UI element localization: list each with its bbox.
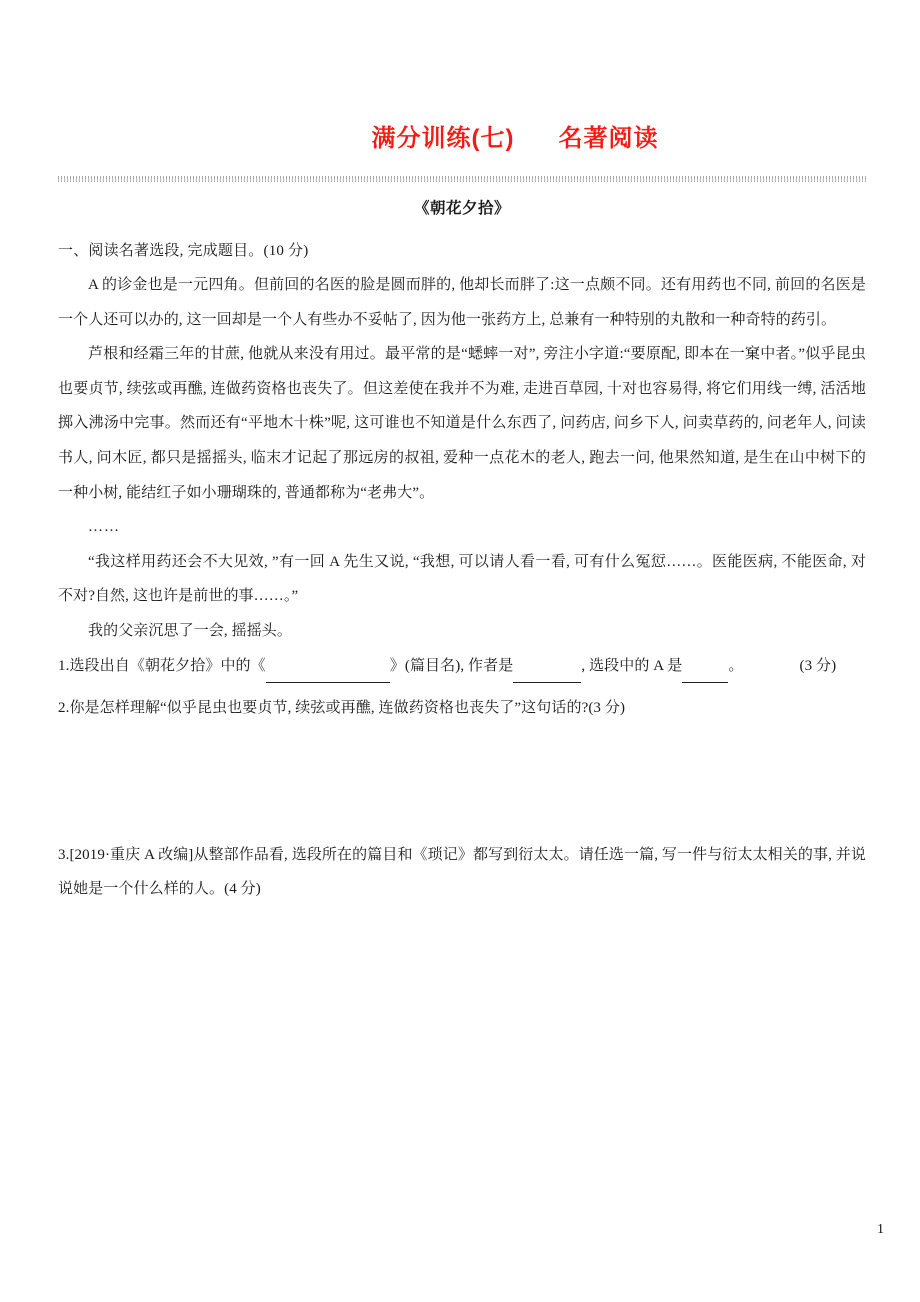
passage-paragraph: 我的父亲沉思了一会, 摇摇头。 — [88, 622, 293, 639]
question-3 — [58, 838, 866, 907]
page-header-title — [0, 118, 920, 153]
spacer — [58, 683, 866, 691]
question-2-text: 你是怎样理解“似乎昆虫也要贞节, 续弦或再醮, 连做药资格也丧失了”这句话的?(3 分) — [69, 700, 626, 717]
question-3-number: 3. — [58, 846, 70, 863]
header-divider-rule — [58, 176, 866, 182]
question-1-text-d: 。 — [728, 657, 744, 674]
page-number: 1 — [877, 1222, 884, 1237]
question-1-text-a: 选段出自《朝花夕拾》中的《 — [69, 657, 266, 674]
passage-paragraph: “我这样用药还会不大见效, ”有一回 A 先生又说, “我想, 可以请人看一看, 可有什么冤愆……。医能医病, 不能医命, 对不对?自然, 这也许是前世的事……。” — [58, 553, 866, 605]
passage-body — [58, 268, 866, 649]
answer-space-question-3[interactable] — [58, 907, 866, 937]
passage-paragraph: A 的诊金也是一元四角。但前回的名医的脸是圆而胖的, 他却长而胖了:这一点颇不同。还有用药也不同, 前回的名医是一个人还可以办的, 这一回却是一个人有些办不妥帖了, 因为他一张药方上, 总兼有一种特别的丸散和一种奇特的药引。 — [58, 277, 866, 328]
passage-paragraph: 芦根和经霜三年的甘蔗, 他就从来没有用过。最平常的是“蟋蟀一对”, 旁注小字道:“要原配, 即本在一窠中者。”似乎昆虫也要贞节, 续弦或再醮, 连做药资格也丧失了。但这差使在我并不为难, 走进百草园, 十对也容易得, 将它们用线一缚, 活活地掷入沸汤中完事。然而还有“平地木十株”呢, 这可谁也不知道是什么东西了, 问药店, 问乡下人, 问卖草药的, 问老年人, 问读书人, 问木匠, 都只是摇摇头, 临末才记起了那远房的叔祖, 爱种一点花木的老人, 跑去一问, 他果然知道, 是生在山中树下的一种小树, 能结红子如小珊瑚珠的, 普通都称为“老弗大”。 — [58, 346, 866, 501]
question-1-text-c: , 选段中的 A 是 — [581, 657, 683, 674]
question-2-number: 2. — [58, 700, 70, 717]
question-1-answer-blank-title[interactable] — [266, 666, 390, 683]
question-2 — [58, 691, 866, 726]
question-1-score: (3 分) — [799, 657, 837, 674]
passage-ellipsis: …… — [88, 519, 120, 536]
question-1-number: 1. — [58, 657, 70, 674]
question-1-answer-blank-a[interactable] — [682, 666, 728, 683]
document-content — [58, 196, 866, 937]
question-1-answer-blank-author[interactable] — [513, 666, 581, 683]
header-title-sub: 名著阅读 — [558, 125, 659, 152]
question-1 — [58, 649, 866, 684]
header-title-main: 满分训练(七) — [371, 125, 515, 152]
section-heading: 一、阅读名著选段, 完成题目。(10 分) — [58, 243, 309, 259]
question-1-text-b: 》(篇目名), 作者是 — [389, 657, 514, 674]
answer-space-question-2[interactable] — [58, 726, 866, 838]
work-title: 《朝花夕拾》 — [413, 200, 510, 217]
question-3-text: [2019·重庆 A 改编]从整部作品看, 选段所在的篇目和《琐记》都写到衍太太。请任选一篇, 写一件与衍太太相关的事, 并说说她是一个什么样的人。(4 分) — [58, 846, 866, 898]
